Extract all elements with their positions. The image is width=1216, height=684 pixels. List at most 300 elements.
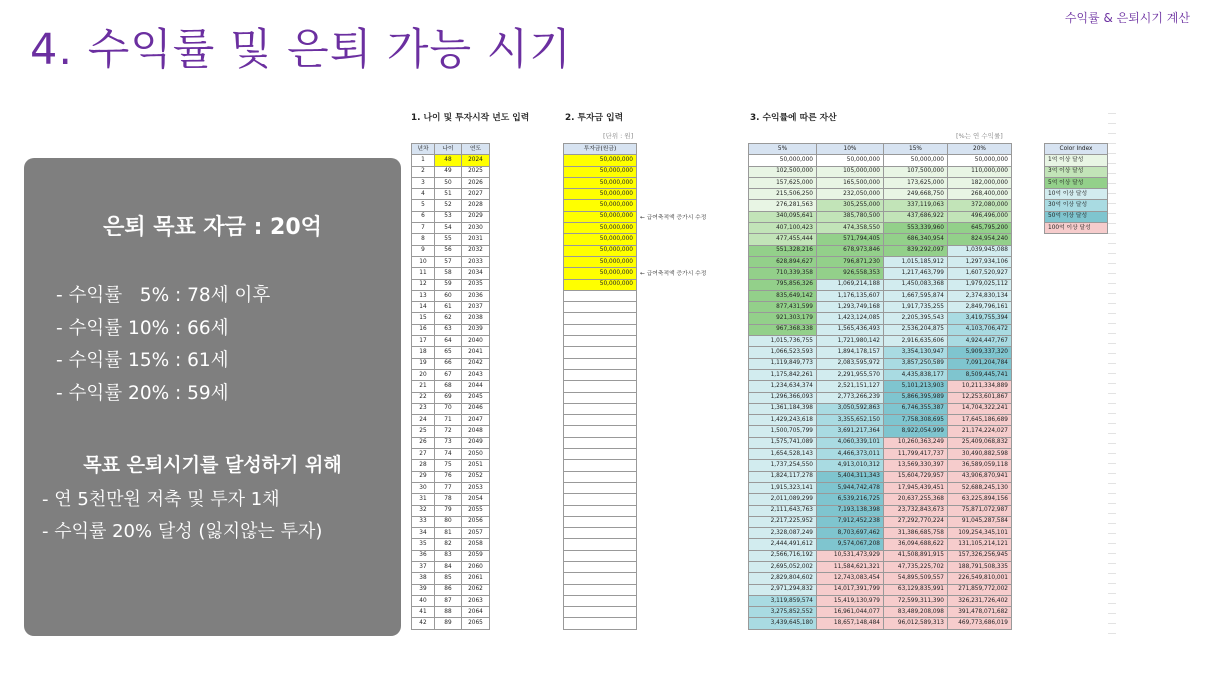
table-row — [749, 279, 1012, 290]
year-index-cell[interactable]: 17 — [412, 336, 435, 347]
investment-cell[interactable] — [564, 528, 637, 539]
investment-cell[interactable]: 50,000,000 — [564, 223, 637, 234]
year-index-cell[interactable]: 16 — [412, 324, 435, 335]
table-row — [564, 528, 637, 539]
age-cell[interactable]: 51 — [435, 189, 462, 200]
investment-cell[interactable] — [564, 460, 637, 471]
year-index-cell[interactable]: 15 — [412, 313, 435, 324]
table-row — [564, 290, 637, 301]
investment-cell[interactable] — [564, 313, 637, 324]
asset-cell: 2,328,087,249 — [749, 528, 817, 539]
age-cell[interactable]: 66 — [435, 358, 462, 369]
age-cell[interactable]: 74 — [435, 449, 462, 460]
asset-cell: 11,799,417,737 — [884, 449, 948, 460]
investment-cell[interactable]: 50,000,000 — [564, 245, 637, 256]
year-index-cell[interactable]: 29 — [412, 471, 435, 482]
year-cell[interactable]: 2030 — [462, 223, 490, 234]
age-cell[interactable]: 55 — [435, 234, 462, 245]
year-index-cell[interactable]: 28 — [412, 460, 435, 471]
year-cell[interactable]: 2038 — [462, 313, 490, 324]
year-cell[interactable]: 2050 — [462, 449, 490, 460]
table-row — [412, 200, 490, 211]
investment-cell[interactable] — [564, 347, 637, 358]
investment-cell[interactable] — [564, 618, 637, 629]
year-cell[interactable]: 2063 — [462, 595, 490, 606]
age-cell[interactable]: 72 — [435, 426, 462, 437]
year-cell[interactable]: 2033 — [462, 256, 490, 267]
year-index-cell[interactable]: 38 — [412, 573, 435, 584]
age-cell[interactable]: 87 — [435, 595, 462, 606]
investment-cell[interactable] — [564, 561, 637, 572]
investment-cell[interactable] — [564, 392, 637, 403]
year-cell[interactable]: 2029 — [462, 211, 490, 222]
year-index-cell[interactable]: 40 — [412, 595, 435, 606]
asset-cell: 839,292,097 — [884, 245, 948, 256]
age-cell[interactable]: 77 — [435, 482, 462, 493]
asset-cell: 1,217,463,799 — [884, 268, 948, 279]
slide-subtitle: 수익률 & 은퇴시기 계산 — [1064, 11, 1190, 25]
asset-cell: 496,496,000 — [948, 211, 1012, 222]
table-row — [749, 189, 1012, 200]
asset-cell: 391,478,071,682 — [948, 607, 1012, 618]
section-assets: 3. 수익률에 따른 자산 — [750, 113, 837, 123]
year-index-cell[interactable]: 10 — [412, 256, 435, 267]
investment-cell[interactable] — [564, 415, 637, 426]
unit-note: [단위 : 원] — [603, 132, 634, 140]
year-cell[interactable]: 2055 — [462, 505, 490, 516]
asset-cell: 2,083,595,972 — [817, 358, 884, 369]
age-cell[interactable]: 70 — [435, 403, 462, 414]
table-row — [749, 223, 1012, 234]
year-cell[interactable]: 2024 — [462, 155, 490, 166]
year-cell[interactable]: 2061 — [462, 573, 490, 584]
asset-cell: 20,637,255,368 — [884, 494, 948, 505]
asset-cell: 4,435,838,177 — [884, 369, 948, 380]
asset-cell: 1,175,842,261 — [749, 369, 817, 380]
year-index-cell[interactable]: 21 — [412, 381, 435, 392]
table-row — [412, 369, 490, 380]
table-row — [412, 290, 490, 301]
table-row — [564, 539, 637, 550]
year-cell[interactable]: 2026 — [462, 177, 490, 188]
age-cell[interactable]: 88 — [435, 607, 462, 618]
year-index-cell[interactable]: 14 — [412, 302, 435, 313]
age-cell[interactable]: 80 — [435, 516, 462, 527]
asset-cell: 91,045,287,584 — [948, 516, 1012, 527]
year-cell[interactable]: 2032 — [462, 245, 490, 256]
asset-cell: 268,400,000 — [948, 189, 1012, 200]
investment-cell[interactable] — [564, 550, 637, 561]
table-row — [564, 166, 637, 177]
year-cell[interactable]: 2036 — [462, 290, 490, 301]
year-cell[interactable]: 2051 — [462, 460, 490, 471]
year-index-cell[interactable]: 8 — [412, 234, 435, 245]
investment-cell[interactable]: 50,000,000 — [564, 256, 637, 267]
asset-cell: 553,339,960 — [884, 223, 948, 234]
header-rate-15: 15% — [884, 144, 948, 155]
year-index-cell[interactable]: 9 — [412, 245, 435, 256]
age-cell[interactable]: 84 — [435, 561, 462, 572]
legend-item: 100억 이상 달성 — [1045, 223, 1108, 234]
asset-cell: 182,000,000 — [948, 177, 1012, 188]
year-cell[interactable]: 2045 — [462, 392, 490, 403]
year-index-cell[interactable]: 30 — [412, 482, 435, 493]
asset-cell: 27,292,770,224 — [884, 516, 948, 527]
investment-cell[interactable] — [564, 302, 637, 313]
investment-cell[interactable] — [564, 607, 637, 618]
investment-cell[interactable]: 50,000,000 — [564, 234, 637, 245]
table-row — [564, 403, 637, 414]
asset-cell: 14,704,322,241 — [948, 403, 1012, 414]
asset-cell: 2,111,643,763 — [749, 505, 817, 516]
asset-cell: 3,275,852,552 — [749, 607, 817, 618]
year-index-cell[interactable]: 34 — [412, 528, 435, 539]
year-cell[interactable]: 2044 — [462, 381, 490, 392]
year-cell[interactable]: 2027 — [462, 189, 490, 200]
asset-cell: 1,066,523,593 — [749, 347, 817, 358]
year-index-cell[interactable]: 42 — [412, 618, 435, 629]
table-row — [564, 256, 637, 267]
year-index-cell[interactable]: 27 — [412, 449, 435, 460]
age-cell[interactable]: 89 — [435, 618, 462, 629]
investment-cell[interactable] — [564, 426, 637, 437]
table-row — [412, 313, 490, 324]
year-cell[interactable]: 2037 — [462, 302, 490, 313]
table-row — [749, 460, 1012, 471]
year-cell[interactable]: 2035 — [462, 279, 490, 290]
age-cell[interactable]: 69 — [435, 392, 462, 403]
asset-cell: 47,735,225,702 — [884, 561, 948, 572]
year-index-cell[interactable]: 19 — [412, 358, 435, 369]
age-cell[interactable]: 76 — [435, 471, 462, 482]
age-cell[interactable]: 49 — [435, 166, 462, 177]
asset-cell: 12,253,601,867 — [948, 392, 1012, 403]
year-index-cell[interactable]: 25 — [412, 426, 435, 437]
age-cell[interactable]: 78 — [435, 494, 462, 505]
year-index-cell[interactable]: 37 — [412, 561, 435, 572]
legend-row — [1045, 223, 1108, 234]
asset-cell: 1,296,366,093 — [749, 392, 817, 403]
year-cell[interactable]: 2057 — [462, 528, 490, 539]
age-cell[interactable]: 62 — [435, 313, 462, 324]
asset-cell: 276,281,563 — [749, 200, 817, 211]
investment-cell[interactable] — [564, 539, 637, 550]
table-row — [749, 415, 1012, 426]
age-cell[interactable]: 54 — [435, 223, 462, 234]
table-row — [749, 268, 1012, 279]
age-cell[interactable]: 61 — [435, 302, 462, 313]
table-row — [564, 234, 637, 245]
asset-cell: 921,303,179 — [749, 313, 817, 324]
table-row — [749, 607, 1012, 618]
legend-item: 1억 이상 달성 — [1045, 155, 1108, 166]
strategy-title: 목표 은퇴시기를 달성하기 위해 — [83, 454, 342, 476]
asset-cell: 31,386,685,758 — [884, 528, 948, 539]
year-index-cell[interactable]: 4 — [412, 189, 435, 200]
asset-cell: 157,326,256,945 — [948, 550, 1012, 561]
asset-cell: 72,599,311,390 — [884, 595, 948, 606]
year-cell[interactable]: 2062 — [462, 584, 490, 595]
legend-item: 10억 이상 달성 — [1045, 189, 1108, 200]
asset-cell: 8,509,445,741 — [948, 369, 1012, 380]
age-cell[interactable]: 85 — [435, 573, 462, 584]
investment-cell[interactable] — [564, 336, 637, 347]
table-row — [564, 595, 637, 606]
asset-cell: 2,829,804,602 — [749, 573, 817, 584]
investment-cell[interactable] — [564, 505, 637, 516]
age-cell[interactable]: 57 — [435, 256, 462, 267]
investment-cell[interactable] — [564, 324, 637, 335]
table-row — [412, 550, 490, 561]
year-cell[interactable]: 2025 — [462, 166, 490, 177]
year-index-cell[interactable]: 18 — [412, 347, 435, 358]
table-row — [412, 358, 490, 369]
asset-cell: 4,913,010,312 — [817, 460, 884, 471]
age-cell[interactable]: 82 — [435, 539, 462, 550]
year-cell[interactable]: 2048 — [462, 426, 490, 437]
year-index-cell[interactable]: 32 — [412, 505, 435, 516]
year-index-cell[interactable]: 22 — [412, 392, 435, 403]
table-row — [564, 369, 637, 380]
year-index-cell[interactable]: 23 — [412, 403, 435, 414]
investment-cell[interactable] — [564, 482, 637, 493]
year-cell[interactable]: 2056 — [462, 516, 490, 527]
year-index-cell[interactable]: 11 — [412, 268, 435, 279]
table-row — [564, 177, 637, 188]
year-cell[interactable]: 2060 — [462, 561, 490, 572]
table-row — [564, 584, 637, 595]
table-row — [749, 471, 1012, 482]
asset-cell: 1,915,323,141 — [749, 482, 817, 493]
asset-cell: 469,773,686,019 — [948, 618, 1012, 629]
table-row — [749, 561, 1012, 572]
year-cell[interactable]: 2034 — [462, 268, 490, 279]
investment-cell[interactable]: 50,000,000 — [564, 177, 637, 188]
year-cell[interactable]: 2028 — [462, 200, 490, 211]
investment-cell[interactable] — [564, 584, 637, 595]
asset-cell: 686,340,954 — [884, 234, 948, 245]
asset-cell: 2,773,266,239 — [817, 392, 884, 403]
age-cell[interactable]: 58 — [435, 268, 462, 279]
age-cell[interactable]: 50 — [435, 177, 462, 188]
year-index-cell[interactable]: 26 — [412, 437, 435, 448]
asset-cell: 7,758,308,695 — [884, 415, 948, 426]
age-cell[interactable]: 83 — [435, 550, 462, 561]
age-cell[interactable]: 68 — [435, 381, 462, 392]
table-row — [749, 369, 1012, 380]
table-row — [412, 155, 490, 166]
year-cell[interactable]: 2043 — [462, 369, 490, 380]
asset-cell: 571,794,405 — [817, 234, 884, 245]
year-cell[interactable]: 2047 — [462, 415, 490, 426]
age-cell[interactable]: 67 — [435, 369, 462, 380]
table-row — [749, 539, 1012, 550]
age-cell[interactable]: 64 — [435, 336, 462, 347]
investment-cell[interactable] — [564, 381, 637, 392]
investment-cell[interactable]: 50,000,000 — [564, 200, 637, 211]
asset-cell: 271,859,772,002 — [948, 584, 1012, 595]
table-row — [412, 279, 490, 290]
age-cell[interactable]: 71 — [435, 415, 462, 426]
asset-cell: 3,857,250,589 — [884, 358, 948, 369]
asset-cell: 337,119,063 — [884, 200, 948, 211]
year-index-cell[interactable]: 12 — [412, 279, 435, 290]
year-index-cell[interactable]: 20 — [412, 369, 435, 380]
age-cell[interactable]: 48 — [435, 155, 462, 166]
investment-cell[interactable] — [564, 595, 637, 606]
asset-cell: 1,297,934,106 — [948, 256, 1012, 267]
table-row — [412, 539, 490, 550]
age-cell[interactable]: 79 — [435, 505, 462, 516]
table-row — [564, 200, 637, 211]
age-cell[interactable]: 65 — [435, 347, 462, 358]
table-row — [749, 403, 1012, 414]
investment-cell[interactable] — [564, 369, 637, 380]
legend-item: 5억 이상 달성 — [1045, 177, 1108, 188]
year-cell[interactable]: 2040 — [462, 336, 490, 347]
investment-cell[interactable]: 50,000,000 — [564, 155, 637, 166]
age-cell[interactable]: 56 — [435, 245, 462, 256]
year-index-cell[interactable]: 33 — [412, 516, 435, 527]
table-row — [564, 550, 637, 561]
table-row — [412, 516, 490, 527]
asset-cell: 30,490,882,598 — [948, 449, 1012, 460]
table-row — [412, 302, 490, 313]
year-index-cell[interactable]: 3 — [412, 177, 435, 188]
investment-cell[interactable]: 50,000,000 — [564, 279, 637, 290]
year-cell[interactable]: 2064 — [462, 607, 490, 618]
year-index-cell[interactable]: 35 — [412, 539, 435, 550]
year-index-cell[interactable]: 36 — [412, 550, 435, 561]
year-cell[interactable]: 2065 — [462, 618, 490, 629]
table-row — [749, 618, 1012, 629]
asset-cell: 385,780,500 — [817, 211, 884, 222]
asset-cell: 3,355,652,150 — [817, 415, 884, 426]
legend-row — [1045, 211, 1108, 222]
investment-cell[interactable]: 50,000,000 — [564, 211, 637, 222]
age-cell[interactable]: 86 — [435, 584, 462, 595]
age-cell[interactable]: 59 — [435, 279, 462, 290]
year-cell[interactable]: 2052 — [462, 471, 490, 482]
table-row — [412, 392, 490, 403]
table-row — [564, 279, 637, 290]
asset-cell: 1,979,025,112 — [948, 279, 1012, 290]
asset-cell: 1,917,735,255 — [884, 302, 948, 313]
table-row — [564, 358, 637, 369]
table-row — [749, 505, 1012, 516]
year-index-cell[interactable]: 7 — [412, 223, 435, 234]
investment-cell[interactable]: 50,000,000 — [564, 166, 637, 177]
investment-cell[interactable] — [564, 437, 637, 448]
asset-cell: 1,234,634,374 — [749, 381, 817, 392]
year-index-cell[interactable]: 5 — [412, 200, 435, 211]
asset-cell: 15,419,130,979 — [817, 595, 884, 606]
year-index-cell[interactable]: 1 — [412, 155, 435, 166]
table-row — [412, 381, 490, 392]
age-cell[interactable]: 63 — [435, 324, 462, 335]
rate-item: - 수익률 5% : 78세 이후 — [56, 285, 271, 306]
asset-cell: 15,604,729,957 — [884, 471, 948, 482]
table-row — [749, 347, 1012, 358]
color-legend — [1044, 143, 1108, 234]
year-index-cell[interactable]: 24 — [412, 415, 435, 426]
investment-cell[interactable] — [564, 290, 637, 301]
year-cell[interactable]: 2046 — [462, 403, 490, 414]
asset-cell: 25,409,068,832 — [948, 437, 1012, 448]
year-cell[interactable]: 2059 — [462, 550, 490, 561]
table-row — [412, 347, 490, 358]
investment-cell[interactable] — [564, 403, 637, 414]
asset-cell: 226,549,810,001 — [948, 573, 1012, 584]
age-cell[interactable]: 73 — [435, 437, 462, 448]
asset-cell: 43,906,870,941 — [948, 471, 1012, 482]
asset-cell: 3,439,645,180 — [749, 618, 817, 629]
age-cell[interactable]: 52 — [435, 200, 462, 211]
asset-cell: 877,431,599 — [749, 302, 817, 313]
year-index-cell[interactable]: 13 — [412, 290, 435, 301]
table-row — [564, 268, 637, 279]
year-index-cell[interactable]: 41 — [412, 607, 435, 618]
investment-cell[interactable] — [564, 516, 637, 527]
year-index-cell[interactable]: 6 — [412, 211, 435, 222]
legend-row — [1045, 155, 1108, 166]
investment-cell[interactable]: 50,000,000 — [564, 268, 637, 279]
asset-cell: 54,895,509,557 — [884, 573, 948, 584]
asset-cell: 232,050,000 — [817, 189, 884, 200]
year-cell[interactable]: 2039 — [462, 324, 490, 335]
table-row — [564, 381, 637, 392]
legend-item: 3억 이상 달성 — [1045, 166, 1108, 177]
year-cell[interactable]: 2031 — [462, 234, 490, 245]
asset-cell: 3,119,859,574 — [749, 595, 817, 606]
age-cell[interactable]: 81 — [435, 528, 462, 539]
investment-cell[interactable] — [564, 494, 637, 505]
asset-cell: 3,419,755,394 — [948, 313, 1012, 324]
year-cell[interactable]: 2041 — [462, 347, 490, 358]
asset-cell: 1,423,124,085 — [817, 313, 884, 324]
table-row — [412, 415, 490, 426]
year-cell[interactable]: 2054 — [462, 494, 490, 505]
table-row — [749, 155, 1012, 166]
rate-item: - 수익률 15% : 61세 — [56, 350, 229, 371]
asset-cell: 16,961,044,077 — [817, 607, 884, 618]
year-cell[interactable]: 2053 — [462, 482, 490, 493]
asset-cell: 678,973,846 — [817, 245, 884, 256]
investment-cell[interactable] — [564, 471, 637, 482]
year-cell[interactable]: 2049 — [462, 437, 490, 448]
age-cell[interactable]: 75 — [435, 460, 462, 471]
year-cell[interactable]: 2058 — [462, 539, 490, 550]
year-index-cell[interactable]: 39 — [412, 584, 435, 595]
investment-cell[interactable] — [564, 573, 637, 584]
asset-cell: 5,909,337,320 — [948, 347, 1012, 358]
asset-cell: 340,095,641 — [749, 211, 817, 222]
age-cell[interactable]: 53 — [435, 211, 462, 222]
asset-cell: 10,260,363,249 — [884, 437, 948, 448]
investment-cell[interactable]: 50,000,000 — [564, 189, 637, 200]
table-row — [749, 392, 1012, 403]
investment-cell[interactable] — [564, 358, 637, 369]
asset-cell: 967,368,338 — [749, 324, 817, 335]
table-row — [749, 381, 1012, 392]
asset-cell: 10,211,334,889 — [948, 381, 1012, 392]
year-index-cell[interactable]: 2 — [412, 166, 435, 177]
year-cell[interactable]: 2042 — [462, 358, 490, 369]
age-cell[interactable]: 60 — [435, 290, 462, 301]
table-row — [749, 584, 1012, 595]
year-index-cell[interactable]: 31 — [412, 494, 435, 505]
investment-cell[interactable] — [564, 449, 637, 460]
